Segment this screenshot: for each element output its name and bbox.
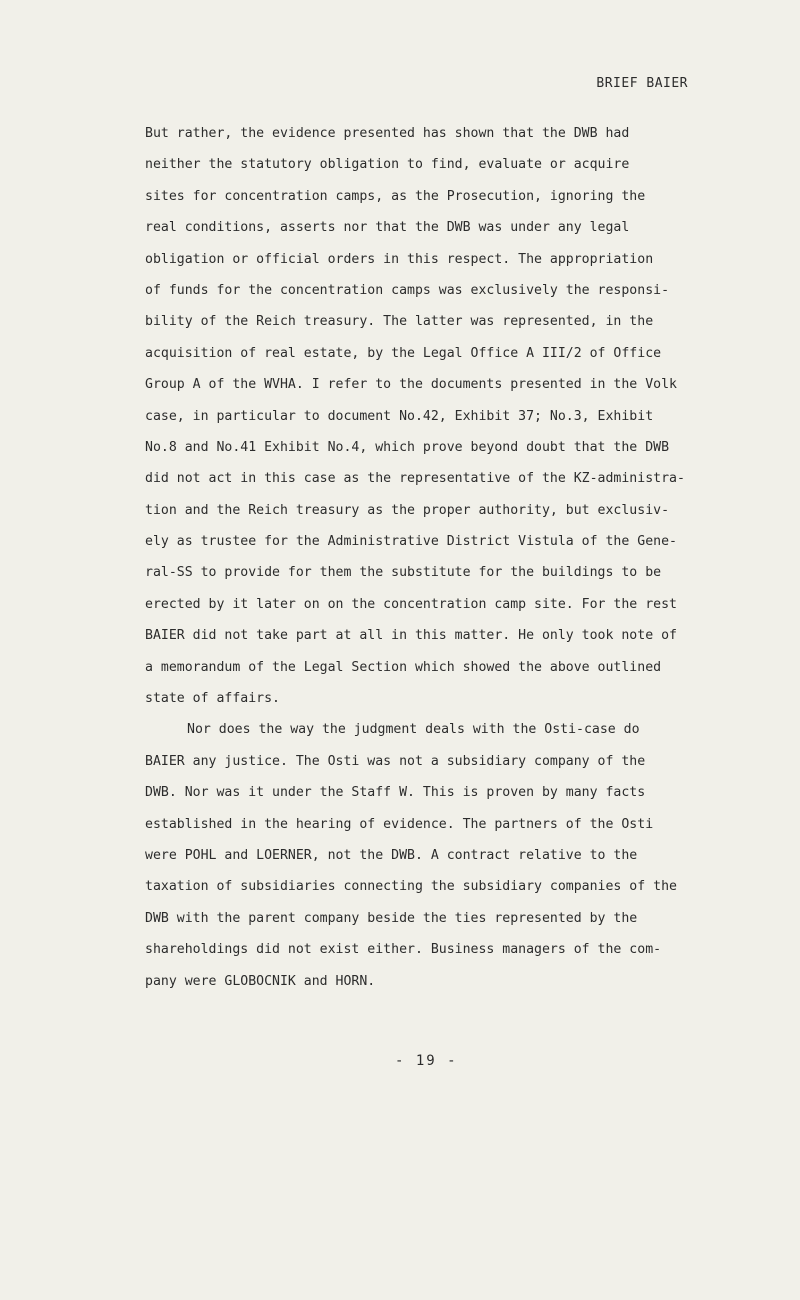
text-line: state of affairs. [145, 691, 280, 707]
text-line: sites for concentration camps, as the Prosecution, ignoring the [145, 188, 646, 204]
text-line: a memorandum of the Legal Section which showed the above outlined [145, 659, 662, 675]
text-line: ral-SS to provide for them the substitute for the buildings to be [145, 565, 662, 581]
text-line: were POHL and LOERNER, not the DWB. A contract relative to the [145, 847, 638, 863]
text-line: acquisition of real estate, by the Legal Office A III/2 of Office [145, 345, 662, 361]
text-line: Nor does the way the judgment deals with the Osti-case do [187, 722, 640, 738]
text-line: Group A of the WVHA. I refer to the documents presented in the Volk [145, 377, 677, 393]
document-header: BRIEF BAIER [596, 76, 688, 91]
text-line: But rather, the evidence presented has shown that the DWB had [145, 126, 630, 141]
text-line: did not act in this case as the representative of the KZ-administra- [145, 471, 685, 487]
text-line: BAIER any justice. The Osti was not a subsidiary company of the [145, 753, 646, 769]
text-line: pany were GLOBOCNIK and HORN. [145, 973, 376, 989]
text-line: case, in particular to document No.42, Exhibit 37; No.3, Exhibit [145, 408, 654, 424]
text-line: ely as trustee for the Administrative District Vistula of the Gene- [145, 534, 677, 550]
text-line: neither the statutory obligation to find, evaluate or acquire [145, 157, 630, 173]
body-text [145, 118, 735, 997]
text-line: No.8 and No.41 Exhibit No.4, which prove beyond doubt that the DWB [145, 439, 670, 455]
text-line: DWB with the parent company beside the ties represented by the [145, 910, 638, 926]
text-line: tion and the Reich treasury as the proper authority, but exclusiv- [145, 502, 670, 518]
text-line: BAIER did not take part at all in this matter. He only took note of [145, 628, 677, 644]
text-line: bility of the Reich treasury. The latter was represented, in the [145, 314, 654, 330]
text-line: of funds for the concentration camps was exclusively the responsi- [145, 282, 670, 298]
text-line: taxation of subsidiaries connecting the subsidiary companies of the [145, 879, 677, 895]
text-line: DWB. Nor was it under the Staff W. This is proven by many facts [145, 785, 646, 801]
text-line: shareholdings did not exist either. Business managers of the com- [145, 942, 662, 958]
text-line: obligation or official orders in this respect. The appropriation [145, 251, 654, 267]
text-line: erected by it later on on the concentration camp site. For the rest [145, 596, 677, 612]
page-number: - 19 - [395, 1053, 458, 1069]
text-line: established in the hearing of evidence. The partners of the Osti [145, 816, 654, 832]
text-line: real conditions, asserts nor that the DWB was under any legal [145, 220, 630, 236]
